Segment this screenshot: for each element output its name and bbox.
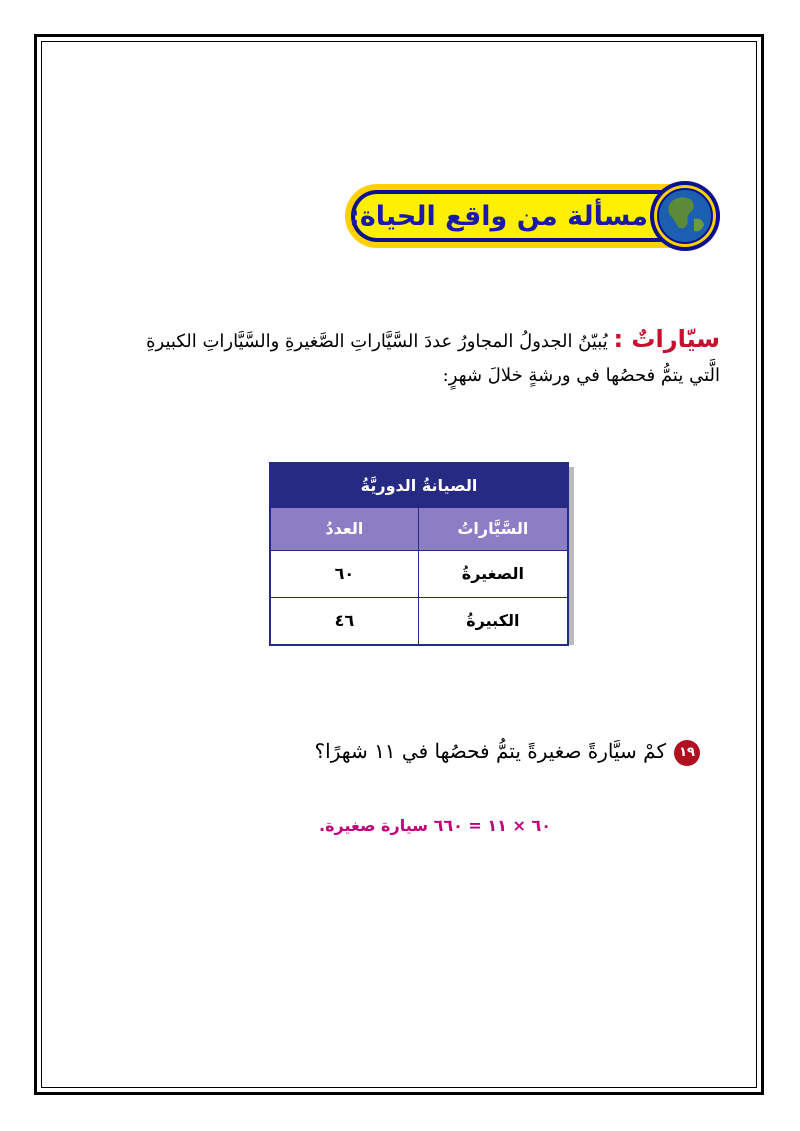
answer-text: ٦٠ × ١١ = ٦٦٠ سيارة صغيرة. bbox=[318, 816, 552, 835]
maintenance-table bbox=[269, 462, 569, 646]
banner-title: مسألة من واقع الحياة: bbox=[349, 200, 648, 232]
problem-text: يُبيّنُ الجدولُ المجاورُ عددَ السَّيَّاراتِ الصَّغيرةِ والسَّيَّاراتِ الكبيرةِ الَّتي يتمُّ فحصُها في ورشةٍ خلالَ شهرٍ: bbox=[146, 331, 720, 386]
table-row bbox=[270, 597, 568, 645]
table-cell: ٤٦ bbox=[270, 597, 418, 645]
question-text: كمْ سيَّارةً صغيرةً يتمُّ فحصُها في ١١ شهرًا؟ bbox=[314, 739, 666, 763]
question-number-badge: ١٩ bbox=[674, 740, 700, 766]
question bbox=[300, 734, 700, 768]
section-banner bbox=[345, 184, 720, 248]
globe-icon bbox=[650, 181, 720, 251]
table-cell: ٦٠ bbox=[270, 550, 418, 597]
problem-statement bbox=[130, 322, 720, 393]
problem-keyword: سيّاراتٌ : bbox=[613, 325, 720, 353]
table-cell: الكبيرةُ bbox=[418, 597, 568, 645]
table-cell: الصغيرةُ bbox=[418, 550, 568, 597]
table-column-header: السَّيَّاراتُ bbox=[418, 507, 568, 550]
table-row bbox=[270, 550, 568, 597]
table-column-header: العددُ bbox=[270, 507, 418, 550]
table-title: الصيانةُ الدوريَّةُ bbox=[360, 475, 478, 495]
